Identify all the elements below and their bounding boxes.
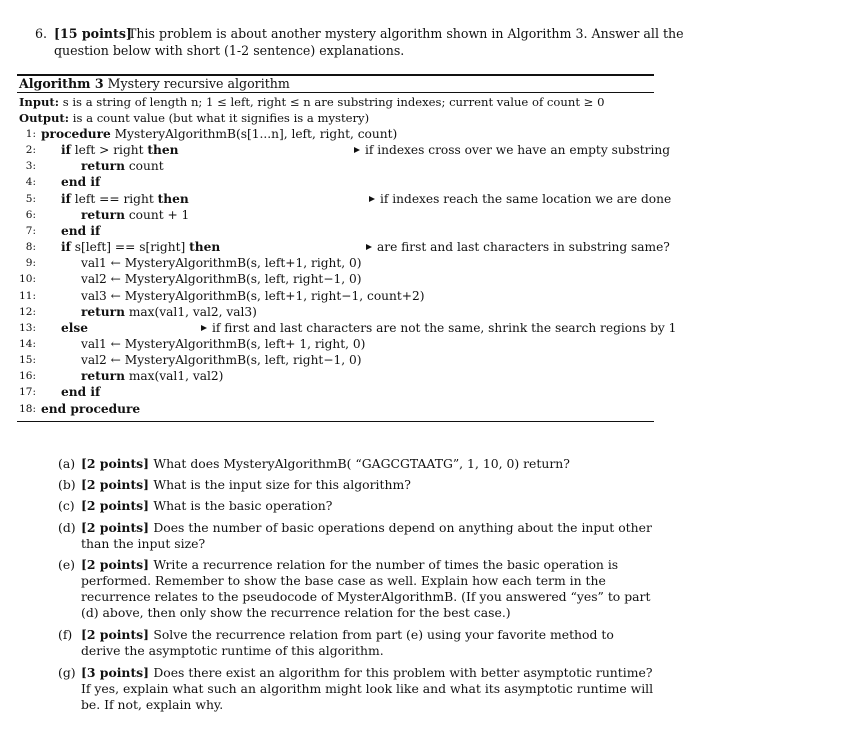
question-body: Does the number of basic operations depend on anything about the input other than the input size?	[81, 520, 652, 551]
keyword: if	[61, 192, 71, 206]
line-number: 10:	[19, 273, 36, 285]
keyword: end if	[61, 385, 101, 399]
algorithm-output	[19, 110, 369, 126]
line-number: 6:	[25, 209, 36, 221]
question-body: What is the input size for this algorithm?	[153, 477, 411, 492]
comment-text: if indexes reach the same location we are done	[380, 192, 672, 206]
question-text	[81, 665, 655, 713]
code-line: val1 ← MysteryAlgorithmB(s, left+ 1, right, 0)	[81, 337, 366, 351]
question-text	[81, 456, 655, 472]
keyword: end if	[61, 175, 101, 189]
code-comment	[366, 239, 670, 255]
keyword: return	[81, 208, 125, 222]
line-number: 16:	[19, 370, 36, 382]
question-label: (f)	[58, 627, 73, 642]
code-line: val1 ← MysteryAlgorithmB(s, left+1, right, 0)	[81, 256, 362, 270]
code-line: val2 ← MysteryAlgorithmB(s, left, right−1, 0)	[81, 272, 362, 286]
problem-intro-line2: question below with short (1-2 sentence) explanations.	[54, 43, 405, 58]
line-number: 7:	[25, 225, 36, 237]
question-points: [2 points]	[81, 627, 154, 642]
code-comment	[201, 320, 676, 336]
keyword: end procedure	[41, 402, 141, 416]
code-line: val2 ← MysteryAlgorithmB(s, left, right−1, 0)	[81, 353, 362, 367]
code-line: if left > right then	[61, 143, 179, 157]
code-line	[61, 384, 100, 400]
code-line: return count	[81, 159, 164, 173]
code-line: return max(val1, val2, val3)	[81, 305, 257, 319]
question-points: [2 points]	[81, 557, 154, 572]
comment-text: if first and last characters are not the same, shrink the search regions by 1	[212, 321, 677, 335]
question-text	[81, 498, 655, 514]
code-line: if s[left] == s[right] then	[61, 240, 221, 254]
algorithm-title-rule	[17, 92, 654, 93]
question-label: (g)	[58, 665, 76, 680]
comment-triangle-icon	[366, 244, 372, 250]
algorithm-title: Mystery recursive algorithm	[107, 76, 290, 91]
question-text	[81, 557, 655, 621]
algorithm-input	[19, 94, 604, 110]
comment-text: are first and last characters in substring same?	[377, 240, 670, 254]
code-line: procedure MysteryAlgorithmB(s[1...n], left, right, count)	[41, 127, 398, 141]
line-number: 15:	[19, 354, 36, 366]
problem-number: 6.	[35, 26, 48, 41]
output-label: Output:	[19, 111, 70, 125]
question-points: [2 points]	[81, 477, 154, 492]
line-number: 12:	[19, 306, 36, 318]
keyword: if	[61, 240, 71, 254]
keyword: if	[61, 143, 71, 157]
keyword: then	[147, 143, 179, 157]
question-points: [2 points]	[81, 498, 154, 513]
line-number: 14:	[19, 338, 36, 350]
question-label: (a)	[58, 456, 76, 471]
code-line	[61, 320, 88, 336]
input-label: Input:	[19, 95, 60, 109]
code-line: val3 ← MysteryAlgorithmB(s, left+1, right−1, count+2)	[81, 289, 425, 303]
question-label: (e)	[58, 557, 76, 572]
keyword: then	[157, 192, 189, 206]
question-text	[81, 627, 655, 659]
output-text: is a count value (but what it signifies is a mystery)	[72, 111, 370, 125]
line-number: 4:	[25, 176, 36, 188]
code-comment	[369, 191, 671, 207]
question-label: (d)	[58, 520, 76, 535]
line-number: 11:	[19, 290, 36, 302]
question-body: Write a recurrence relation for the number of times the basic operation is performed. Remember to show the base case as well. Explain how each term in the recurrence relates to the pseudocode of MysterAlgorithmB. (If you answered “yes” to part (d) above, then only show the recurrence relation for the best case.)	[81, 557, 651, 620]
code-line	[41, 401, 140, 417]
line-number: 17:	[19, 386, 36, 398]
question-text	[81, 477, 655, 493]
question-points: [2 points]	[81, 456, 154, 471]
line-number: 3:	[25, 160, 36, 172]
line-number: 13:	[19, 322, 36, 334]
keyword: return	[81, 305, 125, 319]
keyword: return	[81, 159, 125, 173]
keyword: end if	[61, 224, 101, 238]
code-line: if left == right then	[61, 192, 189, 206]
algorithm-label: Algorithm 3	[19, 76, 104, 91]
input-text: s is a string of length n; 1 ≤ left, right ≤ n are substring indexes; current value of count ≥ 0	[62, 95, 605, 109]
code-line	[61, 223, 100, 239]
code-line: return count + 1	[81, 208, 190, 222]
question-body: What does MysteryAlgorithmB( “GAGCGTAATG”, 1, 10, 0) return?	[153, 456, 570, 471]
problem-intro-line1: This problem is about another mystery algorithm shown in Algorithm 3. Answer all the	[128, 26, 684, 41]
question-points: [3 points]	[81, 665, 154, 680]
comment-triangle-icon	[201, 325, 207, 331]
code-line	[61, 174, 100, 190]
code-comment	[354, 142, 670, 158]
problem-points	[54, 26, 132, 42]
line-number: 1:	[25, 128, 36, 140]
line-number: 9:	[25, 257, 36, 269]
question-label: (c)	[58, 498, 75, 513]
question-body: What is the basic operation?	[153, 498, 333, 513]
line-number: 18:	[19, 403, 36, 415]
question-label: (b)	[58, 477, 76, 492]
algorithm-bottom-rule	[17, 421, 654, 422]
keyword: else	[61, 321, 88, 335]
algorithm-caption	[19, 76, 290, 92]
line-number: 8:	[25, 241, 36, 253]
line-number: 5:	[25, 193, 36, 205]
keyword: return	[81, 369, 125, 383]
comment-text: if indexes cross over we have an empty substring	[365, 143, 671, 157]
question-body: Does there exist an algorithm for this problem with better asymptotic runtime? If yes, explain what such an algorithm might look like and what its asymptotic runtime will be. If not, explain why.	[81, 665, 654, 712]
line-number: 2:	[25, 144, 36, 156]
keyword: procedure	[41, 127, 111, 141]
keyword: then	[189, 240, 221, 254]
question-body: Solve the recurrence relation from part (e) using your favorite method to derive the asymptotic runtime of this algorithm.	[81, 627, 614, 658]
question-text	[81, 520, 655, 552]
comment-triangle-icon	[354, 147, 360, 153]
problem-points-label: [15 points]	[54, 26, 132, 41]
comment-triangle-icon	[369, 196, 375, 202]
code-line: return max(val1, val2)	[81, 369, 224, 383]
question-points: [2 points]	[81, 520, 154, 535]
